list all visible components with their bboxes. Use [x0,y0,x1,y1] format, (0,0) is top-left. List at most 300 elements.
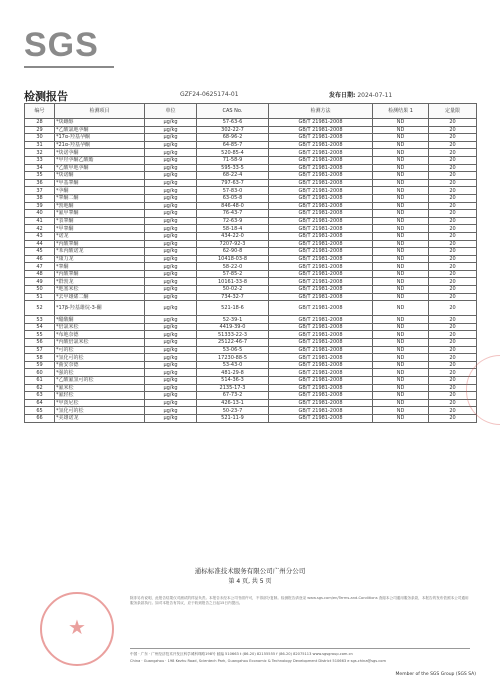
table-cell: 20 [429,323,477,331]
table-row [25,232,477,240]
column-header: 编号 [25,104,55,119]
table-cell: 52-39-1 [197,316,269,324]
table-cell: ND [373,346,429,354]
table-row [25,407,477,415]
table-row [25,399,477,407]
table-cell: 71-58-9 [197,156,269,164]
table-cell: 20 [429,354,477,362]
table-cell: μg/kg [145,414,197,422]
table-cell: GB/T 21981-2008 [269,354,373,362]
table-cell: 58-18-4 [197,225,269,233]
table-cell: 64-85-7 [197,141,269,149]
table-cell: 29 [25,126,55,134]
table-cell: 44 [25,240,55,248]
table-cell: ND [373,316,429,324]
table-cell: 40 [25,210,55,218]
table-cell: 51 [25,293,55,301]
table-row [25,263,477,271]
table-cell: μg/kg [145,339,197,347]
table-cell: 734-32-7 [197,293,269,301]
table-cell: μg/kg [145,392,197,400]
table-cell: 481-29-8 [197,369,269,377]
table-row [25,414,477,422]
table-cell: ND [373,240,429,248]
table-cell: *醋酸酮 [55,316,145,324]
footer-divider [130,648,470,649]
table-cell: 20 [429,293,477,301]
table-cell: μg/kg [145,293,197,301]
table-cell: 20 [429,232,477,240]
table-cell: μg/kg [145,354,197,362]
table-cell: 41 [25,217,55,225]
table-cell: GB/T 21981-2008 [269,255,373,263]
table-cell: 50 [25,286,55,294]
column-header: 单位 [145,104,197,119]
table-cell: 28 [25,119,55,127]
table-cell: *倍氯米松 [55,323,145,331]
table-cell: μg/kg [145,194,197,202]
page-number: 第 4 页, 共 5 页 [228,578,272,585]
table-cell: 20 [429,248,477,256]
table-cell: 20 [429,369,477,377]
table-cell: *勃地酮 [55,202,145,210]
table-cell: *睾酮 [55,263,145,271]
results-table-wrap [24,103,476,423]
table-row [25,301,477,316]
table-cell: 846-48-0 [197,202,269,210]
table-cell: 20 [429,399,477,407]
table-cell: ND [373,126,429,134]
table-cell: ND [373,354,429,362]
table-cell: ND [373,414,429,422]
table-cell: μg/kg [145,126,197,134]
table-cell: μg/kg [145,301,197,316]
table-cell: 514-36-3 [197,377,269,385]
column-header: 检测项目 [55,104,145,119]
table-cell: ND [373,217,429,225]
table-cell: GB/T 21981-2008 [269,217,373,225]
table-cell: *布地奈德 [55,331,145,339]
table-row [25,179,477,187]
table-cell: 20 [429,126,477,134]
table-cell: 20 [429,179,477,187]
table-cell: ND [373,134,429,142]
table-cell: 68-22-4 [197,172,269,180]
table-cell: ND [373,119,429,127]
table-cell: 30 [25,134,55,142]
table-cell: GB/T 21981-2008 [269,323,373,331]
table-cell: 46 [25,255,55,263]
table-cell: μg/kg [145,141,197,149]
table-cell: *丙酸倍氯米松 [55,339,145,347]
table-row [25,316,477,324]
table-cell: μg/kg [145,232,197,240]
table-row [25,141,477,149]
table-cell: 520-85-4 [197,149,269,157]
table-cell: 434-22-0 [197,232,269,240]
table-cell: ND [373,232,429,240]
table-cell: μg/kg [145,361,197,369]
table-row [25,323,477,331]
table-cell: GB/T 21981-2008 [269,346,373,354]
table-cell: μg/kg [145,202,197,210]
table-cell: μg/kg [145,278,197,286]
table-row [25,156,477,164]
table-cell: GB/T 21981-2008 [269,240,373,248]
table-cell: ND [373,187,429,195]
table-cell: *氟轻松 [55,392,145,400]
table-row [25,346,477,354]
table-cell: GB/T 21981-2008 [269,172,373,180]
table-cell: 20 [429,210,477,218]
table-cell: 61 [25,377,55,385]
table-cell: μg/kg [145,172,197,180]
table-cell: 33 [25,156,55,164]
table-row [25,134,477,142]
table-cell: 2135-17-3 [197,384,269,392]
table-cell: 20 [429,225,477,233]
logo-rule [24,66,114,68]
table-row [25,217,477,225]
table-cell: 38 [25,194,55,202]
table-cell: GB/T 21981-2008 [269,194,373,202]
table-cell: 426-13-1 [197,399,269,407]
report-title: 检测报告 [24,90,68,103]
table-cell: 521-11-9 [197,414,269,422]
table-cell: 20 [429,278,477,286]
table-cell: 521-18-6 [197,301,269,316]
table-cell: ND [373,225,429,233]
table-cell: GB/T 21981-2008 [269,156,373,164]
table-cell: μg/kg [145,316,197,324]
table-cell: 37 [25,187,55,195]
table-cell: ND [373,149,429,157]
table-row [25,270,477,278]
table-cell: 32 [25,149,55,157]
column-header: CAS No. [197,104,269,119]
table-cell: 50-23-7 [197,407,269,415]
issue-date-label: 发布日期: [329,92,356,99]
table-cell: μg/kg [145,156,197,164]
table-cell: 595-33-5 [197,164,269,172]
table-cell: 20 [429,202,477,210]
table-cell: *17α-羟基孕酮 [55,134,145,142]
table-cell: μg/kg [145,270,197,278]
table-cell: 57-63-6 [197,119,269,127]
table-cell: 20 [429,377,477,385]
table-cell: 20 [429,255,477,263]
table-cell: GB/T 21981-2008 [269,202,373,210]
table-cell: 57-85-2 [197,270,269,278]
table-cell: μg/kg [145,331,197,339]
table-cell: *丙酸睾酮 [55,240,145,248]
table-cell: GB/T 21981-2008 [269,179,373,187]
table-cell: 10418-03-8 [197,255,269,263]
table-cell: GB/T 21981-2008 [269,248,373,256]
table-row [25,149,477,157]
table-cell: GB/T 21981-2008 [269,232,373,240]
table-cell: μg/kg [145,377,197,385]
table-cell: 797-63-7 [197,179,269,187]
table-cell: GB/T 21981-2008 [269,141,373,149]
table-cell: 45 [25,248,55,256]
table-cell: GB/T 21981-2008 [269,316,373,324]
table-cell: *乙酸甲地孕酮 [55,164,145,172]
table-cell: μg/kg [145,255,197,263]
table-cell: ND [373,164,429,172]
table-cell: 20 [429,301,477,316]
table-cell: GB/T 21981-2008 [269,187,373,195]
table-cell: ND [373,248,429,256]
table-cell: ND [373,361,429,369]
table-cell: 20 [429,331,477,339]
table-cell: *甲睾酮 [55,225,145,233]
table-cell: *孕酮 [55,187,145,195]
table-cell: μg/kg [145,248,197,256]
table-cell: ND [373,399,429,407]
table-cell: 4419-39-0 [197,323,269,331]
table-cell: 56 [25,339,55,347]
table-cell: GB/T 21981-2008 [269,339,373,347]
table-cell: GB/T 21981-2008 [269,377,373,385]
table-cell: ND [373,339,429,347]
table-cell: 20 [429,217,477,225]
table-cell: 57 [25,346,55,354]
table-cell: *氢化可的松 [55,354,145,362]
table-cell: ND [373,172,429,180]
table-cell: μg/kg [145,286,197,294]
table-cell: μg/kg [145,263,197,271]
table-cell: 57-83-0 [197,187,269,195]
table-row [25,164,477,172]
table-cell: μg/kg [145,399,197,407]
table-cell: ND [373,210,429,218]
table-row [25,286,477,294]
table-cell: *炔诺孕酮 [55,149,145,157]
table-cell: 20 [429,240,477,248]
table-cell: 35 [25,172,55,180]
table-cell: 20 [429,134,477,142]
table-cell: *康力龙 [55,255,145,263]
table-cell: 302-22-7 [197,126,269,134]
table-cell: μg/kg [145,210,197,218]
table-cell: *睾酮二酮 [55,194,145,202]
table-cell: 20 [429,339,477,347]
table-cell: 20 [429,407,477,415]
table-row [25,202,477,210]
table-cell: GB/T 21981-2008 [269,301,373,316]
table-cell: *群勃龙 [55,278,145,286]
table-cell: 59 [25,361,55,369]
table-cell: 10161-33-8 [197,278,269,286]
table-cell: 20 [429,164,477,172]
seal-star-icon: ★ [68,615,86,639]
table-cell: μg/kg [145,323,197,331]
table-cell: 58-22-0 [197,263,269,271]
table-cell: *诺龙 [55,232,145,240]
table-cell: *曲安奈德 [55,361,145,369]
table-cell: 62-90-8 [197,248,269,256]
table-cell: 42 [25,225,55,233]
fine-print: 除非另有说明，此报告结果仅对测试的样品负责。本报告未经本公司书面许可，不得部分复制。检测报告请登录 www.sgs.com/en/Terms-and-Conditions 查阅本公司通用服务条款，本报告的发布依照本公司通用服务条款执行。如对本报告有异议，应于收到报告之日起15日内提出。 [130,596,469,605]
table-cell: *乙酸氯地孕酮 [55,126,145,134]
table-cell: ND [373,407,429,415]
table-cell: 39 [25,202,55,210]
table-cell: 17230-88-5 [197,354,269,362]
table-cell: 55 [25,331,55,339]
table-cell: *甲基睾酮 [55,179,145,187]
table-cell: 62 [25,384,55,392]
table-cell: *美雄诺龙 [55,414,145,422]
table-cell: *17β-羟基雄烷-3-酮 [55,301,145,316]
table-row [25,240,477,248]
table-row [25,255,477,263]
table-row [25,293,477,301]
table-cell: 51333-22-3 [197,331,269,339]
table-cell: GB/T 21981-2008 [269,331,373,339]
table-cell: GB/T 21981-2008 [269,414,373,422]
table-cell: 20 [429,286,477,294]
table-cell: μg/kg [145,164,197,172]
address-line: China · Guangzhou · 198 Kezhu Road, Scientech Park, Guangzhou Economic & Technology Development District 510663 e sgs.china@sgs.com [130,659,386,663]
table-cell: 20 [429,187,477,195]
table-cell: 48 [25,270,55,278]
table-cell: GB/T 21981-2008 [269,210,373,218]
table-row [25,361,477,369]
table-cell: 43 [25,232,55,240]
table-cell: *炔雌醇 [55,119,145,127]
table-cell: ND [373,263,429,271]
table-cell: 53-43-0 [197,361,269,369]
table-cell: ND [373,369,429,377]
table-cell: ND [373,301,429,316]
table-cell: ND [373,293,429,301]
table-cell: GB/T 21981-2008 [269,392,373,400]
table-row [25,126,477,134]
table-cell: 20 [429,156,477,164]
table-cell: 66 [25,414,55,422]
table-cell: GB/T 21981-2008 [269,369,373,377]
table-cell: ND [373,286,429,294]
table-cell: GB/T 21981-2008 [269,263,373,271]
table-cell: 54 [25,323,55,331]
table-cell: ND [373,194,429,202]
table-cell: 20 [429,384,477,392]
table-cell: *氟甲睾酮 [55,210,145,218]
table-cell: GB/T 21981-2008 [269,270,373,278]
table-cell: ND [373,202,429,210]
table-row [25,187,477,195]
table-cell: 20 [429,361,477,369]
table-cell: μg/kg [145,225,197,233]
table-cell: GB/T 21981-2008 [269,293,373,301]
table-cell: 53 [25,316,55,324]
table-cell: 67-73-2 [197,392,269,400]
table-cell: μg/kg [145,407,197,415]
sgs-logo: SGS [24,26,99,64]
table-cell: ND [373,179,429,187]
table-cell: *氢化可的松 [55,407,145,415]
table-cell: GB/T 21981-2008 [269,119,373,127]
table-cell: 20 [429,316,477,324]
table-cell: 63-05-8 [197,194,269,202]
table-cell: *强的松 [55,369,145,377]
table-cell: 63 [25,392,55,400]
table-cell: GB/T 21981-2008 [269,361,373,369]
table-header-row [25,104,477,119]
table-cell: μg/kg [145,119,197,127]
table-cell: 20 [429,346,477,354]
table-cell: ND [373,331,429,339]
report-number: GZF24-0625174-01 [180,91,239,98]
table-cell: 20 [429,141,477,149]
table-cell: GB/T 21981-2008 [269,134,373,142]
table-cell: 20 [429,172,477,180]
table-row [25,392,477,400]
table-cell: *甲泼尼松 [55,399,145,407]
table-row [25,172,477,180]
table-cell: *氟米松 [55,384,145,392]
issue-date [329,90,392,99]
table-cell: μg/kg [145,149,197,157]
table-cell: *表睾酮 [55,217,145,225]
table-cell: *丙酸睾酮 [55,270,145,278]
table-cell: 20 [429,263,477,271]
table-cell: ND [373,392,429,400]
table-cell: 68-96-2 [197,134,269,142]
table-cell: ND [373,323,429,331]
table-cell: 25122-46-7 [197,339,269,347]
table-cell: 20 [429,270,477,278]
results-table [24,103,477,423]
table-row [25,369,477,377]
table-cell: *地塞米松 [55,286,145,294]
table-cell: 20 [429,194,477,202]
table-row [25,339,477,347]
table-cell: 47 [25,263,55,271]
table-cell: GB/T 21981-2008 [269,278,373,286]
table-cell: ND [373,270,429,278]
table-cell: 53-06-5 [197,346,269,354]
table-cell: 65 [25,407,55,415]
table-cell: 60 [25,369,55,377]
table-cell: μg/kg [145,240,197,248]
table-cell: GB/T 21981-2008 [269,149,373,157]
table-cell: 31 [25,141,55,149]
company-seal [40,592,114,666]
table-cell: *炔诺酮 [55,172,145,180]
table-row [25,210,477,218]
table-cell: μg/kg [145,346,197,354]
table-row [25,331,477,339]
table-cell: *去甲雄烯二酮 [55,293,145,301]
address-line: 中国 · 广东 · 广州经济技术开发区科学城科珠路198号 邮编 510663 t (86-20) 82155555 f (86-20) 82075113 www.sgsgroup.com.cn [130,652,353,656]
table-cell: ND [373,156,429,164]
table-row [25,119,477,127]
issue-date-value: 2024-07-11 [357,92,393,99]
table-cell: 34 [25,164,55,172]
table-row [25,278,477,286]
table-cell: μg/kg [145,384,197,392]
table-cell: 20 [429,149,477,157]
table-cell: 64 [25,399,55,407]
column-header: 检测结果 1 [373,104,429,119]
table-cell: 52 [25,301,55,316]
table-cell: *可的松 [55,346,145,354]
table-cell: *甲羟孕酮乙酸酯 [55,156,145,164]
table-cell: 20 [429,119,477,127]
table-row [25,377,477,385]
